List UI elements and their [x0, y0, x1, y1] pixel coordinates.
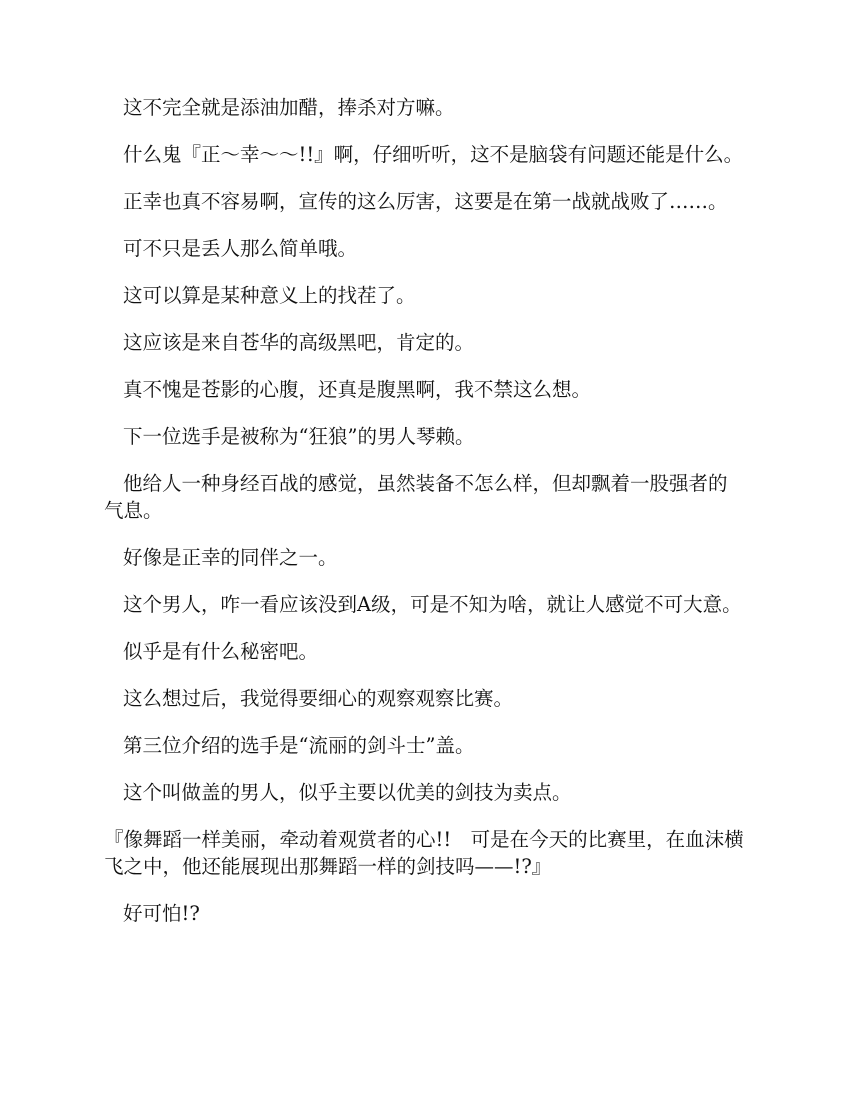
paragraph-5: 这可以算是某种意义上的找茬了。	[123, 284, 416, 307]
paragraph-4: 可不只是丢人那么简单哦。	[123, 237, 358, 260]
paragraph-3: 正幸也真不容易啊，宣传的这么厉害，这要是在第一战就战败了……。	[123, 190, 728, 213]
paragraph-6: 这应该是来自苍华的高级黑吧，肯定的。	[123, 331, 475, 354]
paragraph-16: 『像舞蹈一样美丽，牵动着观赏者的心!! 可是在今天的比赛里，在血沫横飞之中，他还能展现出那舞蹈一样的剑技吗——!?』	[104, 828, 744, 878]
paragraph-1: 这不完全就是添油加醋，捧杀对方嘛。	[123, 96, 455, 119]
paragraph-7: 真不愧是苍影的心腹，还真是腹黑啊，我不禁这么想。	[123, 378, 592, 401]
paragraph-17: 好可怕!?	[123, 902, 200, 925]
paragraph-15: 这个叫做盖的男人，似乎主要以优美的剑技为卖点。	[123, 781, 572, 804]
paragraph-10: 好像是正幸的同伴之一。	[123, 546, 338, 569]
paragraph-11: 这个男人，咋一看应该没到A级，可是不知为啥，就让人感觉不可大意。	[123, 593, 742, 616]
paragraph-12: 似乎是有什么秘密吧。	[123, 640, 319, 663]
paragraph-13: 这么想过后，我觉得要细心的观察观察比赛。	[123, 687, 514, 710]
paragraph-14: 第三位介绍的选手是“流丽的剑斗士”盖。	[123, 734, 475, 757]
paragraph-9: 他给人一种身经百战的感觉，虽然装备不怎么样，但却飘着一股强者的气息。	[104, 472, 728, 522]
paragraph-8: 下一位选手是被称为“狂狼”的男人琴赖。	[123, 425, 475, 448]
document-body	[104, 94, 744, 947]
paragraph-2: 什么鬼『正～幸～～!!』啊，仔细听听，这不是脑袋有问题还能是什么。	[123, 143, 744, 166]
